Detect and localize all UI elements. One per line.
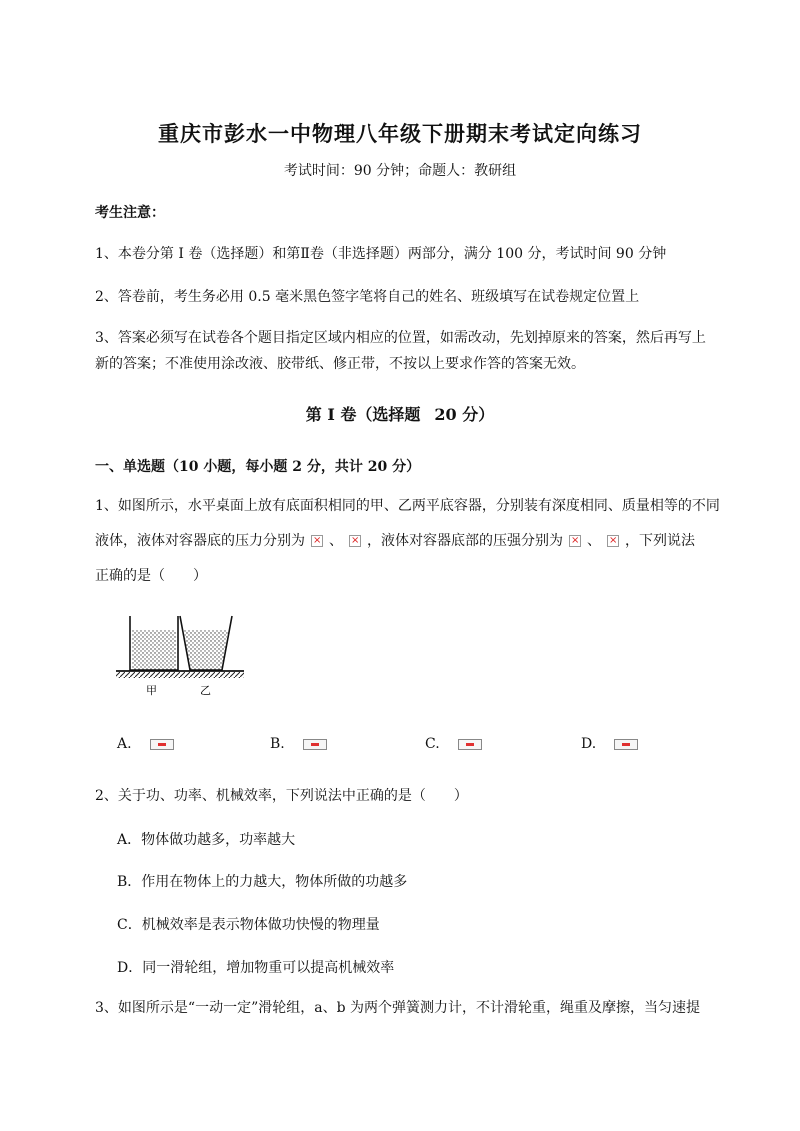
broken-image-icon: [303, 739, 327, 750]
formula-image-icon: [311, 535, 323, 547]
option-a[interactable]: [117, 736, 174, 752]
option-d[interactable]: D．同一滑轮组，增加物重可以提高机械效率: [117, 960, 395, 976]
separator: 、: [587, 533, 601, 549]
option-label: B.: [270, 736, 285, 752]
question-1-text: ，液体对容器底部的压强分别为: [367, 533, 563, 549]
option-b[interactable]: B．作用在物体上的力越大，物体所做的功越多: [117, 874, 408, 890]
formula-image-icon: [607, 535, 619, 547]
formula-image-icon: [349, 535, 361, 547]
section-title: [0, 402, 800, 425]
notice-item: 1、本卷分第 I 卷（选择题）和第Ⅱ卷（非选择题）两部分，满分 100 分，考试时间 90 分钟: [95, 246, 667, 262]
part-heading: 一、单选题（10 小题，每小题 2 分，共计 20 分）: [95, 459, 421, 475]
broken-image-icon: [458, 739, 482, 750]
liquid-yi: [184, 630, 228, 670]
figure-label-yi: 乙: [200, 684, 211, 697]
option-b[interactable]: [270, 736, 327, 752]
option-label: A.: [117, 736, 132, 752]
option-c[interactable]: [425, 736, 482, 752]
section-score: 20 分）: [434, 405, 495, 424]
question-1-text: ，下列说法: [625, 533, 695, 549]
exam-subtitle: 考试时间：90 分钟；命题人：教研组: [283, 163, 517, 179]
option-d[interactable]: [581, 736, 638, 752]
liquid-jia: [132, 630, 176, 670]
formula-image-icon: [569, 535, 581, 547]
broken-image-icon: [150, 739, 174, 750]
table-hatch: [116, 672, 244, 678]
question-1-line: 1、如图所示，水平桌面上放有底面积相同的甲、乙两平底容器，分别装有深度相同、质量相等的不同: [95, 498, 720, 514]
section-title-text: 第 I 卷（选择题: [305, 405, 421, 424]
notice-item: 3、答案必须写在试卷各个题目指定区域内相应的位置，如需改动，先划掉原来的答案，然后再写上新的答案；不准使用涂改液、胶带纸、修正带，不按以上要求作答的答案无效。: [95, 330, 706, 372]
broken-image-icon: [614, 739, 638, 750]
question-2-stem: 2、关于功、功率、机械效率，下列说法中正确的是（ ）: [95, 788, 468, 804]
option-label: C.: [425, 736, 440, 752]
containers-figure: [110, 612, 250, 698]
option-label: D.: [581, 736, 597, 752]
question-1-line: 正确的是（ ）: [95, 568, 207, 584]
option-a[interactable]: A．物体做功越多，功率越大: [117, 832, 296, 848]
question-3-stem: 3、如图所示是“一动一定”滑轮组，a、b 为两个弹簧测力计，不计滑轮重，绳重及摩擦，当匀速提: [95, 1000, 700, 1016]
figure-label-jia: 甲: [146, 684, 157, 697]
exam-title: 重庆市彭水一中物理八年级下册期末考试定向练习: [158, 121, 642, 146]
separator: 、: [329, 533, 343, 549]
option-c[interactable]: C．机械效率是表示物体做功快慢的物理量: [117, 917, 380, 933]
question-1-line: [95, 531, 745, 551]
question-1-text: 液体，液体对容器底的压力分别为: [95, 533, 305, 549]
notice-heading: 考生注意：: [95, 205, 165, 221]
notice-item: 2、答卷前，考生务必用 0.5 毫米黑色签字笔将自己的姓名、班级填写在试卷规定位置上: [95, 289, 640, 305]
